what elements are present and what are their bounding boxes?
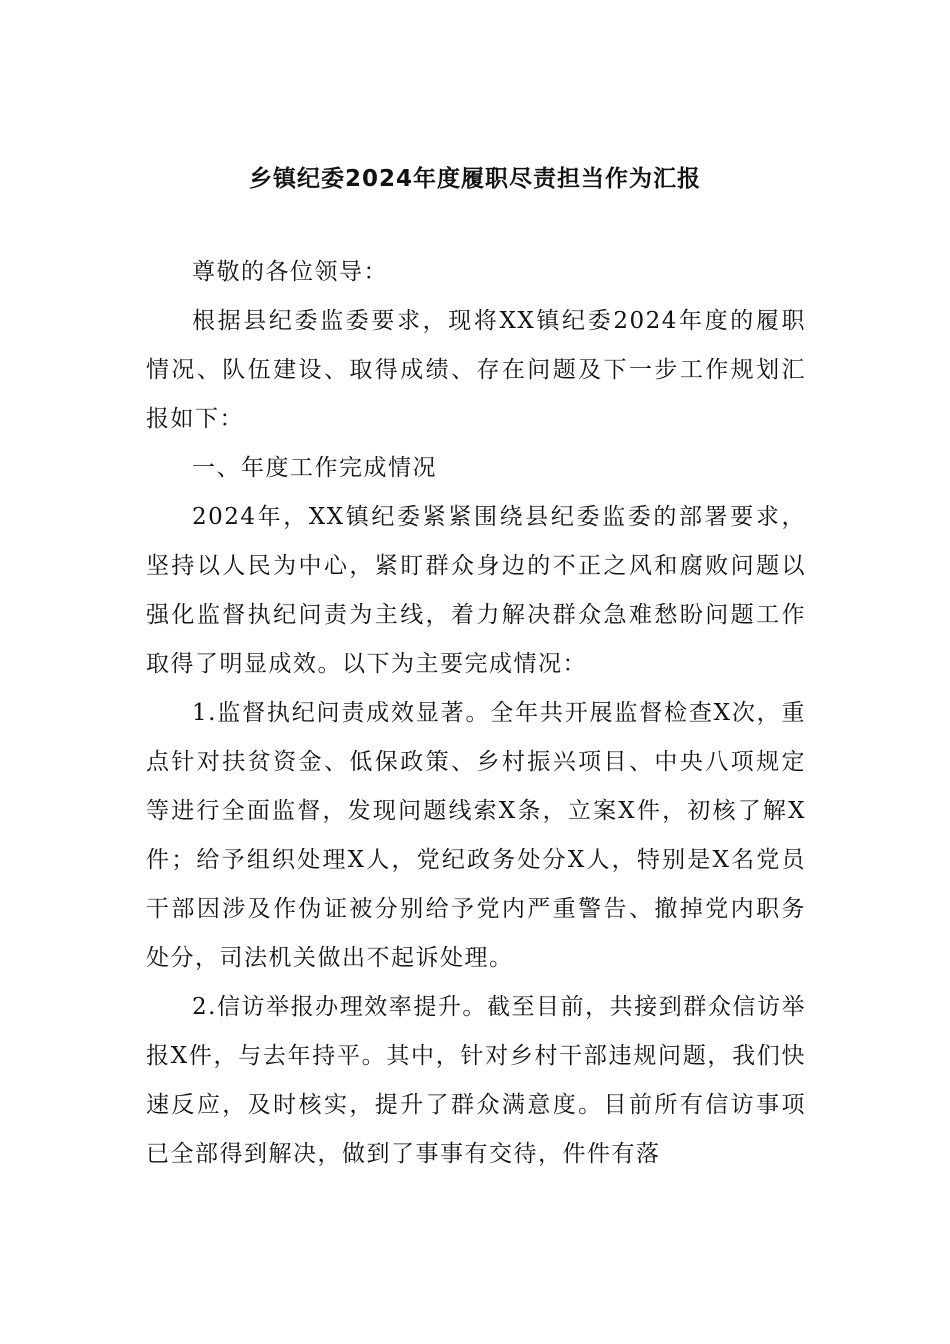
document-title: 乡镇纪委2024年度履职尽责担当作为汇报 xyxy=(248,166,701,192)
document-body xyxy=(146,248,806,1179)
paragraph-item-2: 2.信访举报办理效率提升。截至目前，共接到群众信访举报X件，与去年持平。其中，针对乡村干部违规问题，我们快速反应，及时核实，提升了群众满意度。目前所有信访事项已全部得到解决，做到了事事有交待，件件有落 xyxy=(146,994,806,1167)
paragraph-overview: 2024年，XX镇纪委紧紧围绕县纪委监委的部署要求，坚持以人民为中心，紧盯群众身边的不正之风和腐败问题以强化监督执纪问责为主线，着力解决群众急难愁盼问题工作取得了明显成效。以下为主要完成情况： xyxy=(146,504,806,677)
paragraph-intro: 根据县纪委监委要求，现将XX镇纪委2024年度的履职情况、队伍建设、取得成绩、存在问题及下一步工作规划汇报如下： xyxy=(146,308,806,432)
salutation: 尊敬的各位领导： xyxy=(192,259,388,285)
paragraph-item-1: 1.监督执纪问责成效显著。全年共开展监督检查X次，重点针对扶贫资金、低保政策、乡村振兴项目、中央八项规定等进行全面监督，发现问题线索X条，立案X件，初核了解X件；给予组织处理X人，党纪政务处分X人，特别是X名党员干部因涉及作伪证被分别给予党内严重警告、撤掉党内职务处分，司法机关做出不起诉处理。 xyxy=(146,700,806,971)
section-heading: 一、年度工作完成情况 xyxy=(192,455,437,481)
